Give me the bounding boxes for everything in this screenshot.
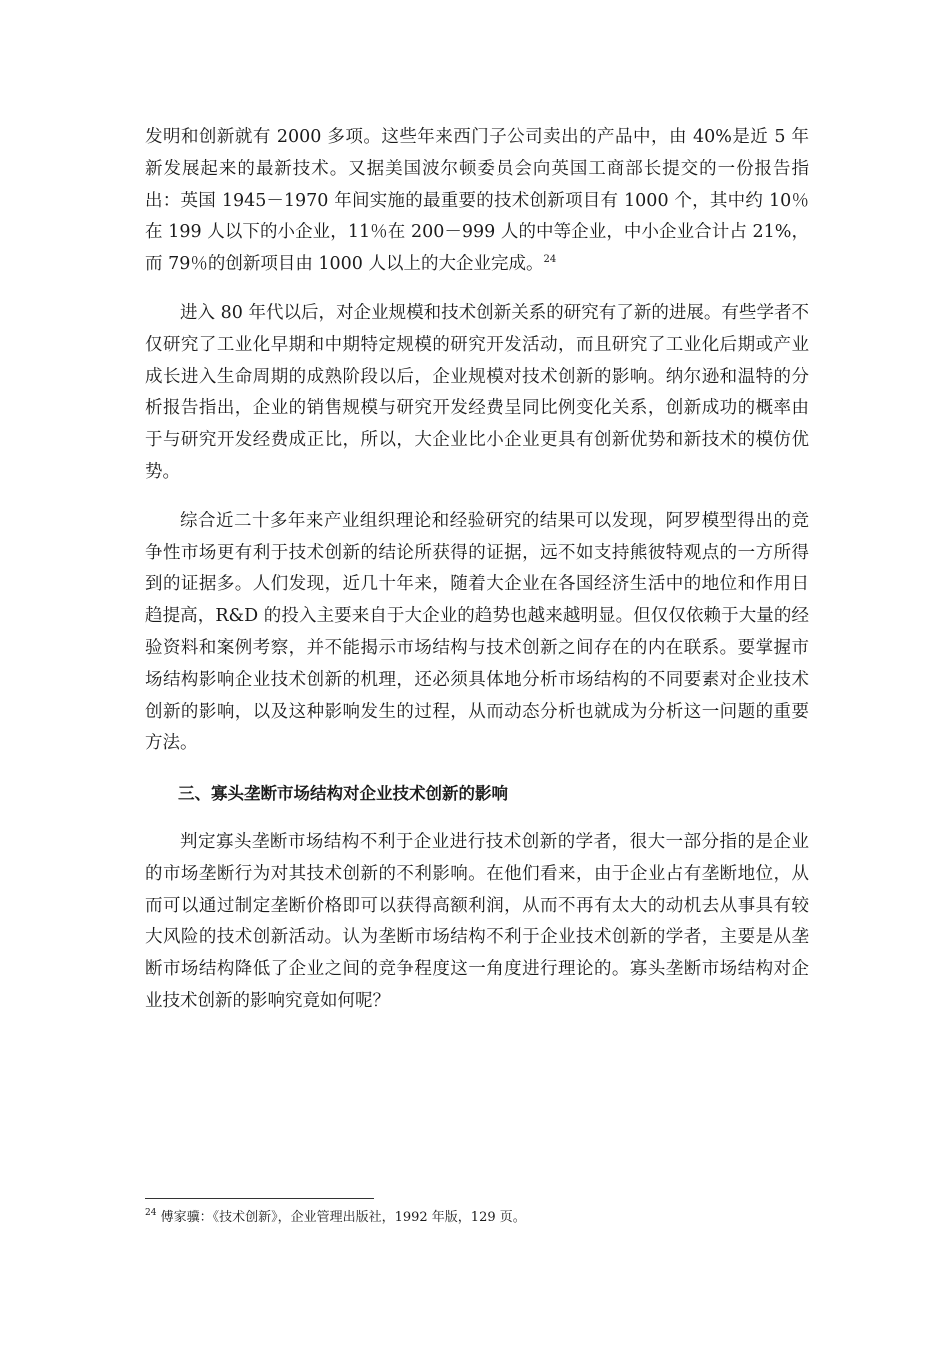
paragraph-1-text: 发明和创新就有 2000 多项。这些年来西门子公司卖出的产品中，由 40%是近 5 年新发展起来的最新技术。又据美国波尔顿委员会向英国工商部长提交的一份报告指出：英国 1945－1970 年间实施的最重要的技术创新项目有 1000 个，其中约 10％在 199 人以下的小企业，11％在 200－999 人的中等企业，中小企业合计占 21%，而 79％的创新项目由 1000 人以上的大企业完成。 bbox=[145, 127, 809, 275]
section-heading: 三、寡头垄断市场结构对企业技术创新的影响 bbox=[178, 784, 508, 804]
footnote-reference[interactable]: 24 bbox=[543, 254, 557, 266]
footnote-number: 24 bbox=[145, 1208, 157, 1218]
body-text bbox=[145, 122, 809, 1018]
footnote-divider bbox=[145, 1198, 374, 1199]
footnote-text: 傅家骥：《技术创新》，企业管理出版社，1992 年版，129 页。 bbox=[160, 1210, 526, 1225]
paragraph-4: 判定寡头垄断市场结构不利于企业进行技术创新的学者，很大一部分指的是企业的市场垄断行为对其技术创新的不利影响。在他们看来，由于企业占有垄断地位，从而可以通过制定垄断价格即可以获得高额利润，从而不再有太大的动机去从事具有较大风险的技术创新活动。认为垄断市场结构不利于企业技术创新的学者，主要是从垄断市场结构降低了企业之间的竞争程度这一角度进行理论的。寡头垄断市场结构对企业技术创新的影响究竟如何呢？ bbox=[145, 831, 809, 1011]
paragraph-3: 综合近二十多年来产业组织理论和经验研究的结果可以发现，阿罗模型得出的竞争性市场更有利于技术创新的结论所获得的证据，远不如支持熊彼特观点的一方所得到的证据多。人们发现，近几十年来，随着大企业在各国经济生活中的地位和作用日趋提高，R&D 的投入主要来自于大企业的趋势也越来越明显。但仅仅依赖于大量的经验资料和案例考察，并不能揭示市场结构与技术创新之间存在的内在联系。要掌握市场结构影响企业技术创新的机理，还必须具体地分析市场结构的不同要素对企业技术创新的影响，以及这种影响发生的过程，从而动态分析也就成为分析这一问题的重要方法。 bbox=[145, 510, 809, 754]
paragraph-1 bbox=[145, 122, 809, 281]
paragraph-2: 进入 80 年代以后，对企业规模和技术创新关系的研究有了新的进展。有些学者不仅研究了工业化早期和中期特定规模的研究开发活动，而且研究了工业化后期或产业成长进入生命周期的成熟阶段以后，企业规模对技术创新的影响。纳尔逊和温特的分析报告指出，企业的销售规模与研究开发经费呈同比例变化关系，创新成功的概率由于与研究开发经费成正比，所以，大企业比小企业更具有创新优势和新技术的模仿优势。 bbox=[145, 302, 809, 482]
footnote bbox=[145, 1208, 526, 1228]
